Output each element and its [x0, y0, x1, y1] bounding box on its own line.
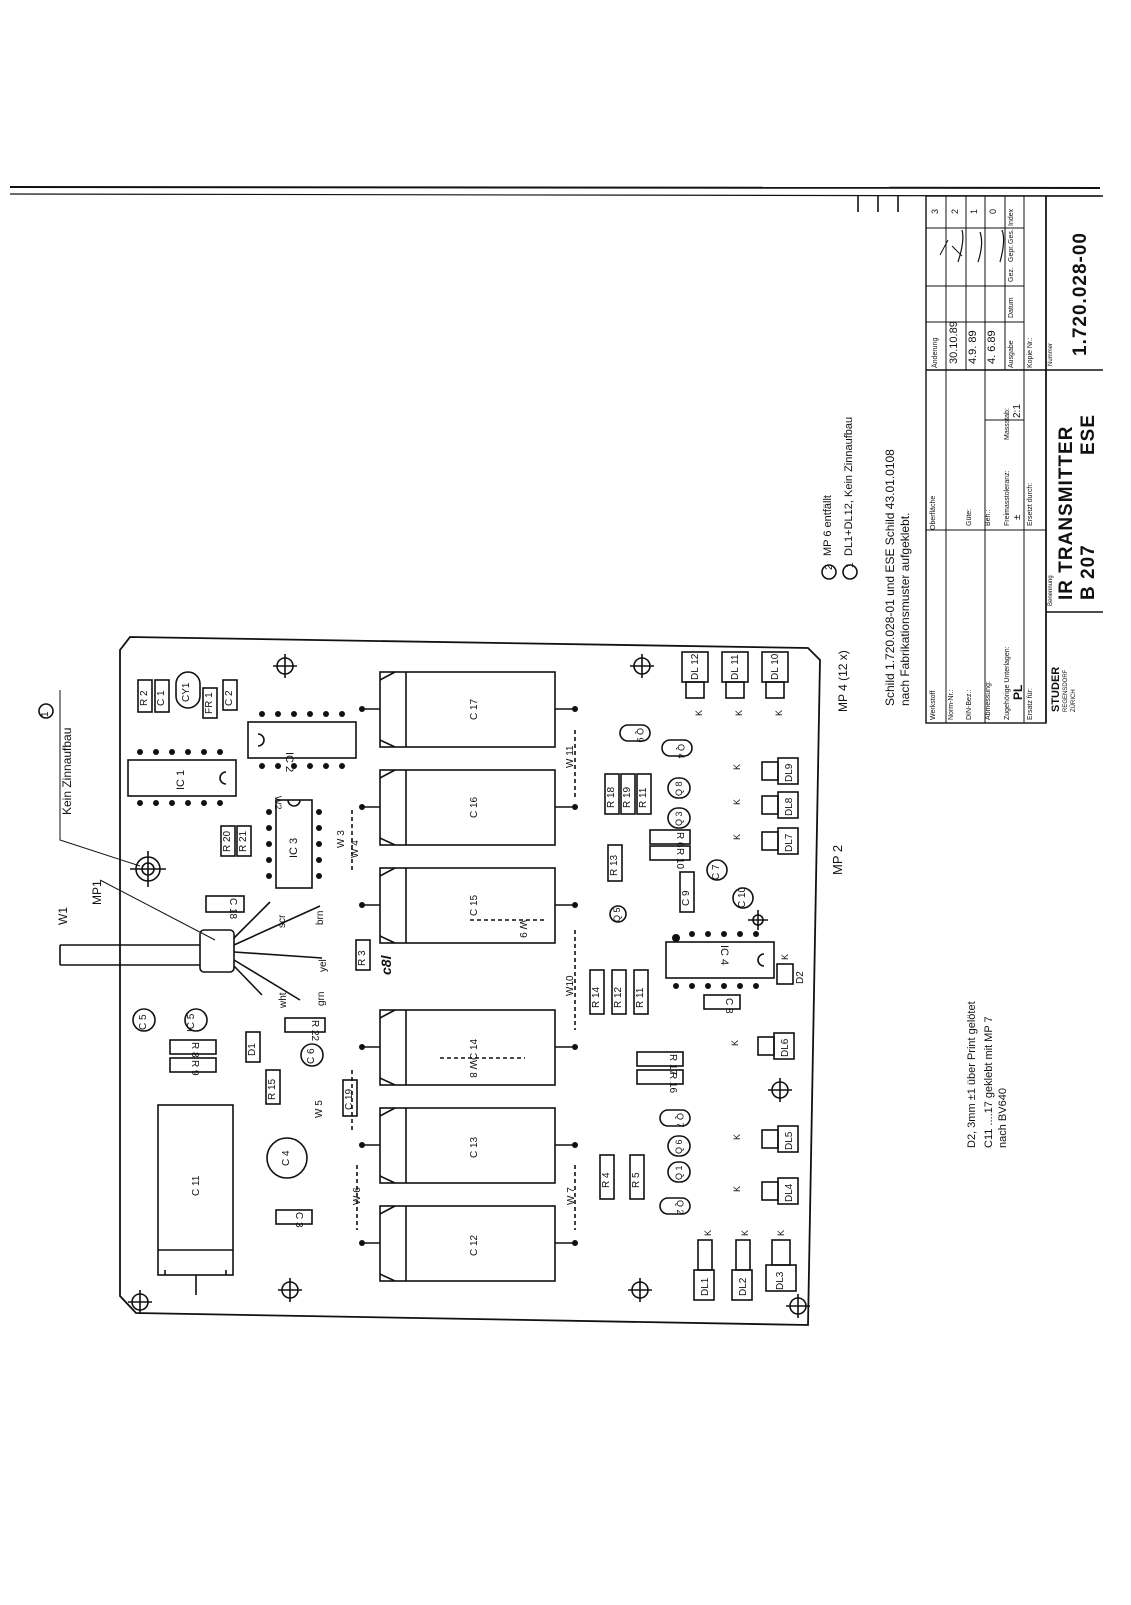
label-q6: Q 6: [674, 1139, 684, 1154]
label-c7: C 7: [711, 864, 722, 880]
tb-ersetzt-durch: Ersetzt durch:: [1027, 482, 1034, 526]
label-k-dl5: K: [732, 1133, 742, 1140]
tb-pl: PL: [1011, 684, 1025, 700]
label-k-dl11: K: [734, 709, 744, 716]
tb-werkstoff: Werkstoff: [930, 690, 937, 720]
tb-company-zuerich: ZÜRICH: [1071, 689, 1077, 712]
cap-c15: [380, 868, 555, 943]
board-outline: [120, 637, 820, 1325]
marker-1b-label: 1: [845, 562, 856, 568]
label-r18: R 18: [606, 786, 617, 808]
label-ic3: IC 3: [288, 837, 300, 858]
label-c4: C 4: [281, 1150, 292, 1166]
tb-massstab: Massstab:: [1004, 408, 1011, 440]
label-c15: C 15: [469, 894, 480, 916]
tb-idx-1: 1: [969, 208, 979, 214]
label-w3: W 3: [336, 830, 347, 848]
label-k-dl9: K: [732, 763, 742, 770]
small-components: [133, 672, 793, 1224]
mp2-label: MP 2: [830, 844, 845, 875]
capacitor-bank: [352, 672, 578, 1281]
label-dl12: DL 12: [690, 653, 701, 680]
label-ic1: IC 1: [175, 769, 187, 790]
tb-ges: Ges.: [1008, 229, 1015, 244]
label-k-dl1: K: [703, 1229, 713, 1236]
tb-part-number: 1.720.028-00: [1070, 232, 1091, 356]
wire-grn-label: grn: [316, 991, 327, 1006]
tb-nummer: Nummer: [1048, 342, 1054, 366]
cap-c13: [380, 1108, 555, 1183]
tb-date-0: 4. 6.89: [986, 330, 998, 364]
label-c17: C 17: [469, 698, 480, 720]
label-c11: C 11: [191, 1175, 202, 1196]
label-c1: C 1: [156, 690, 167, 706]
label-c12: C 12: [469, 1234, 480, 1256]
tb-ausgabe: Ausgabe: [1008, 340, 1015, 368]
tb-zugehoerige: Zugehörige Unterlagen:: [1004, 646, 1011, 720]
label-r11b: R 11: [638, 787, 649, 808]
label-w10: W10: [565, 975, 576, 996]
label-r17: R 17: [667, 1054, 678, 1076]
label-q9: Q 9: [635, 728, 645, 743]
tb-title-2: B 207: [1078, 544, 1099, 600]
label-cy1: CY1: [181, 682, 192, 702]
tb-title-1: IR TRANSMITTER: [1056, 425, 1077, 600]
cap-c16: [380, 770, 555, 845]
note-schild-2: nach Fabrikationsmuster aufgeklebt.: [898, 512, 912, 706]
tb-idx-2: 2: [950, 208, 960, 214]
note-schild-1: Schild 1.720.028-01 und ESE Schild 43.01.0108: [883, 449, 897, 706]
label-c13: C 13: [469, 1136, 480, 1158]
label-r8: R 8: [189, 1042, 200, 1058]
label-r6: R 6: [674, 832, 685, 848]
label-k-dl4: K: [732, 1185, 742, 1192]
label-q2: Q 2: [675, 1200, 685, 1215]
tb-aenderung: Änderung: [932, 337, 939, 368]
mp1-label: MP1: [90, 880, 104, 905]
label-c14: C 14: [469, 1038, 480, 1060]
label-dl6: DL6: [780, 1038, 791, 1057]
label-c10: C 10: [737, 886, 748, 908]
tb-benennung: Benennung: [1048, 575, 1054, 606]
label-r9: R 9: [189, 1060, 200, 1076]
label-c6: C 6: [306, 1048, 317, 1064]
label-r21: R 21: [238, 830, 249, 852]
tb-ersatz-fuer: Ersatz für:: [1027, 688, 1034, 720]
tb-beh: Beh.:: [985, 509, 992, 526]
tb-guete: Güte:: [966, 508, 973, 526]
note-d2: D2, 3mm ±1 über Print gelötet: [966, 1001, 978, 1148]
label-r20: R 20: [222, 830, 233, 852]
label-r4: R 4: [601, 1172, 612, 1188]
tb-idx-3: 3: [930, 208, 940, 214]
cap-c11: [158, 1105, 233, 1295]
label-k-dl6: K: [730, 1039, 740, 1046]
label-c2: C 2: [224, 690, 235, 706]
w1-label: W1: [56, 907, 70, 925]
kein-zinnaufbau-label: Kein Zinnaufbau: [60, 727, 74, 815]
label-r15: R 15: [267, 1078, 278, 1100]
label-q3: Q 3: [674, 811, 684, 826]
label-r14: R 14: [591, 986, 602, 1008]
label-r3: R 3: [357, 950, 368, 966]
label-dl9: DL9: [784, 763, 795, 782]
label-c16: C 16: [469, 796, 480, 818]
label-dl7: DL7: [784, 833, 795, 852]
label-d2: D2: [795, 971, 806, 984]
tb-idx-0: 0: [988, 208, 998, 214]
tb-title-3: ESE: [1078, 413, 1099, 455]
tb-abmessung: Abmessung:: [985, 681, 992, 720]
note-c11-2: nach BV640: [997, 1088, 1009, 1148]
label-q8: Q 8: [674, 781, 684, 796]
cap-c12: [380, 1206, 555, 1281]
tb-gepr: Gepr.: [1008, 244, 1015, 262]
label-w7: W 7: [566, 1187, 577, 1205]
label-dl4: DL4: [784, 1183, 795, 1202]
wire-scr-label: scr: [277, 914, 288, 928]
label-r12: R 12: [613, 986, 624, 1008]
mp4-label: MP 4 (12 x): [836, 650, 850, 712]
cap-c17: [380, 672, 555, 747]
label-dl8: DL8: [784, 797, 795, 816]
tb-company-studer: STUDER: [1050, 666, 1062, 712]
tb-freimass: Freimasstoleranz:: [1004, 470, 1011, 526]
tb-date-3: 30.10.89: [948, 321, 960, 364]
tb-date-2: 4.9. 89: [967, 330, 979, 364]
label-q4: Q 4: [676, 744, 686, 759]
label-ic2: IC 2: [283, 752, 295, 773]
tb-oberflaeche: Oberfläche: [930, 495, 937, 530]
label-k-dl7: K: [732, 833, 742, 840]
label-q5: Q 5: [612, 907, 622, 922]
wire-brn-label: brn: [315, 910, 326, 925]
led-mounts: [682, 652, 798, 1300]
wire-wht-label: wht: [278, 992, 289, 1008]
tb-freimass-val: ±: [1012, 514, 1023, 520]
label-fr1: FR 1: [204, 692, 215, 714]
marker-1-label: 1: [40, 711, 51, 717]
tb-kopie-nr: Kopie Nr.:: [1027, 337, 1034, 368]
label-w4: W 4: [350, 840, 361, 858]
label-dl1: DL1: [700, 1277, 711, 1296]
tb-company-regensdorf: REGENSDORF: [1063, 669, 1069, 712]
label-ic4: IC 4: [718, 945, 730, 966]
label-k-dl3: K: [776, 1229, 786, 1236]
label-dl2: DL2: [738, 1277, 749, 1296]
tb-norm-nr: Norm-Nr.:: [948, 689, 955, 720]
label-dl11: DL 11: [730, 654, 741, 680]
wire-yel-label: yel: [318, 959, 329, 972]
label-r19: R 19: [622, 786, 633, 808]
label-w6: W 6: [352, 1187, 363, 1205]
label-c5: C 5: [138, 1014, 149, 1030]
label-k-d2: K: [780, 953, 790, 960]
marker-2-label: 2: [824, 564, 835, 570]
label-r22: R 22: [309, 1020, 320, 1042]
label-r13: R 13: [609, 854, 620, 876]
label-k-dl10: K: [774, 709, 784, 716]
tb-din-bez: DIN-Bez.:: [966, 689, 973, 720]
label-dl10: DL 10: [770, 653, 781, 680]
label-c9: C 9: [681, 890, 692, 906]
label-dl5: DL5: [784, 1131, 795, 1150]
label-r11: R 11: [635, 987, 646, 1008]
label-c3: C 3: [293, 1212, 304, 1228]
note-dl: DL1+DL12, Kein Zinnaufbau: [843, 416, 855, 556]
label-c18: C 18: [227, 898, 238, 920]
note-mp6: MP 6 entfällt: [822, 495, 834, 556]
label-r2: R 2: [139, 690, 150, 706]
label-w8: W 8: [467, 1060, 478, 1078]
label-w11: W 11: [565, 745, 576, 768]
label-k-dl12: K: [694, 709, 704, 716]
handwritten-mark: c8l: [378, 955, 394, 975]
note-c11-1: C11 ....17 geklebt mit MP 7: [983, 1016, 995, 1148]
label-ic5: IC 5: [186, 1013, 197, 1032]
label-k-dl8: K: [732, 798, 742, 805]
cable-harness: [60, 690, 322, 1000]
tb-massstab-val: 2:1: [1012, 404, 1023, 418]
label-r10: R 10: [674, 848, 685, 870]
label-c8: C 8: [723, 998, 734, 1014]
label-r16: R 16: [667, 1072, 678, 1094]
label-q7: Q 7: [675, 1113, 685, 1128]
label-d1: D1: [247, 1043, 258, 1056]
tb-index: Index: [1008, 208, 1015, 226]
label-q1: Q 1: [674, 1165, 684, 1180]
label-c19: C 19: [344, 1088, 355, 1110]
label-w2: W2: [273, 796, 283, 810]
label-w9: W 9: [517, 920, 528, 938]
tb-datum: Datum: [1008, 297, 1015, 318]
label-r5: R 5: [631, 1172, 642, 1188]
label-dl3: DL3: [775, 1271, 786, 1290]
label-w5: W 5: [314, 1100, 325, 1118]
label-k-dl2: K: [740, 1229, 750, 1236]
tb-gez: Gez.: [1008, 267, 1015, 282]
